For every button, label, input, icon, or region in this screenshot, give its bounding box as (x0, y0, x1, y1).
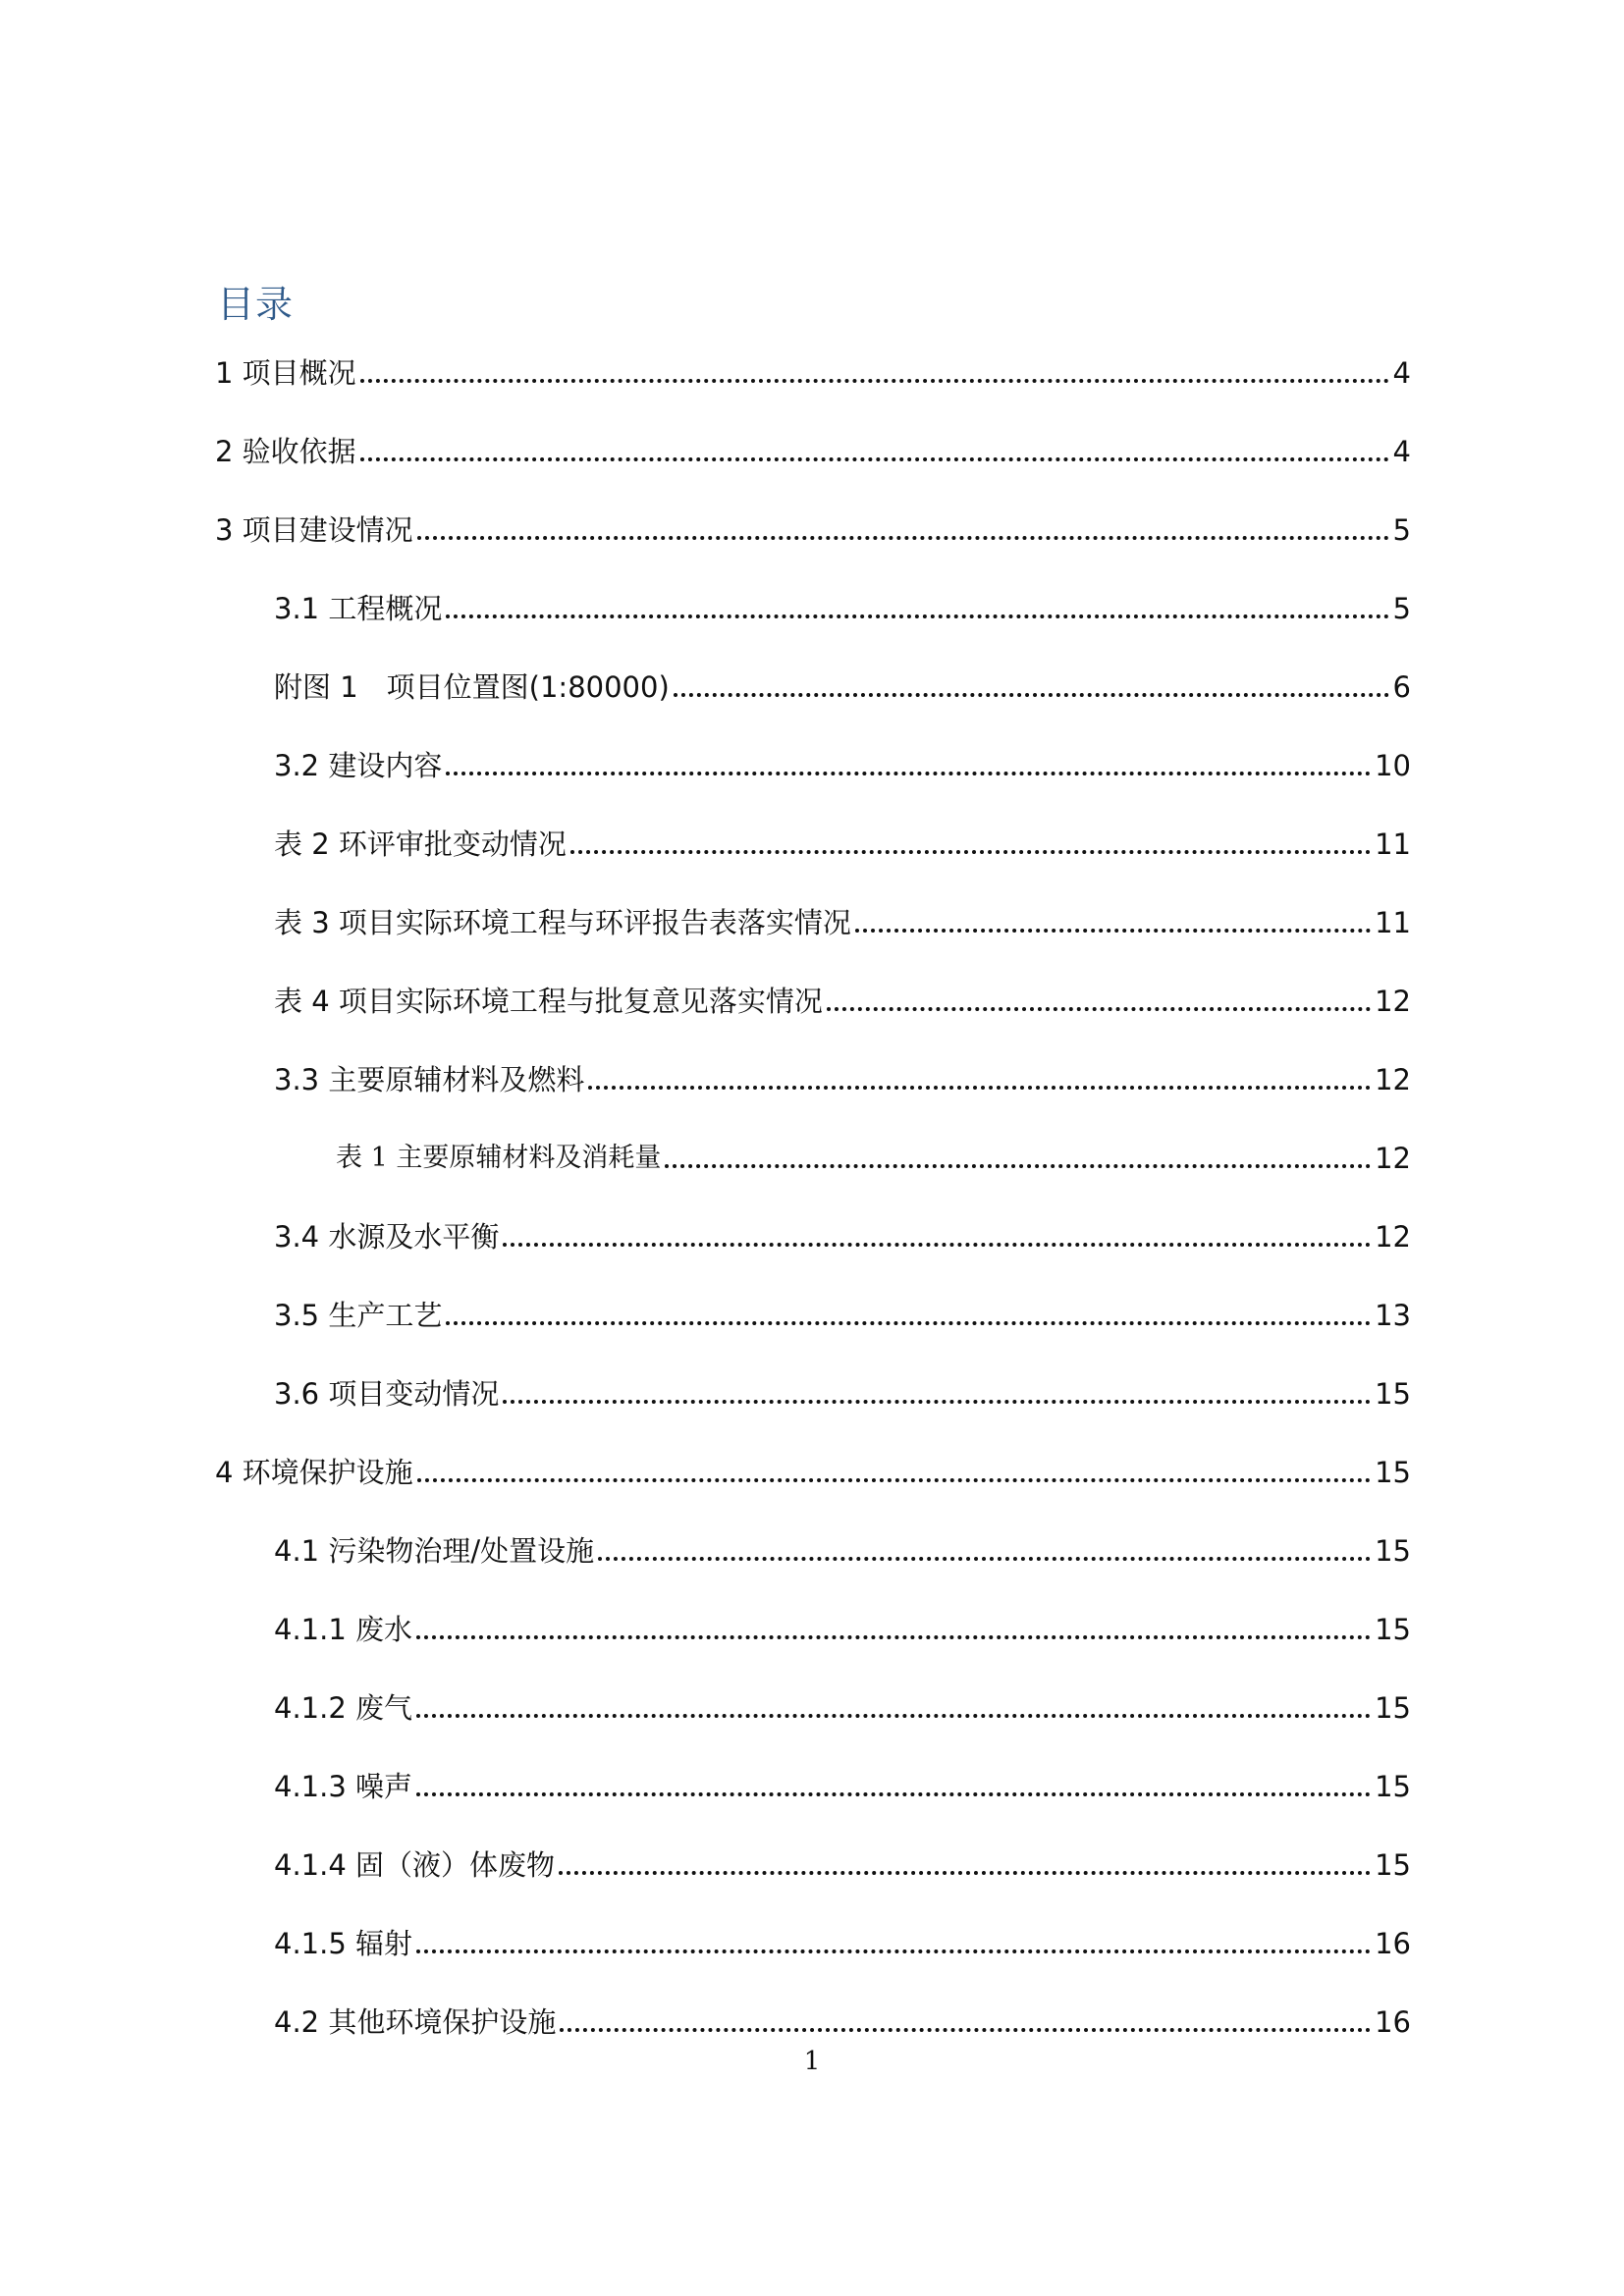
toc-entry-label: 3.4 水源及水平衡 (274, 1220, 500, 1254)
toc-entry-page: 6 (1392, 670, 1411, 704)
toc-entry-label: 表 3 项目实际环境工程与环评报告表落实情况 (274, 906, 851, 939)
toc-entry-page: 15 (1375, 1770, 1411, 1803)
toc-entry[interactable] (274, 978, 1411, 1021)
toc-entry[interactable] (274, 1213, 1411, 1256)
dot-leader (674, 693, 1389, 697)
toc-entry-page: 16 (1375, 1927, 1411, 1960)
toc-entry[interactable] (274, 1606, 1411, 1649)
dot-leader (503, 1400, 1371, 1404)
toc-entry-label: 4.1.2 废气 (274, 1691, 413, 1725)
toc-entry-label: 表 2 环评审批变动情况 (274, 828, 567, 861)
dot-leader (417, 536, 1389, 540)
toc-entry-label: 1 项目概况 (215, 356, 356, 390)
toc-entry[interactable] (215, 349, 1411, 393)
toc-entry-label: 4.2 其他环境保护设施 (274, 2005, 557, 2039)
toc-entry-page: 12 (1375, 1142, 1411, 1175)
dot-leader (416, 1949, 1371, 1953)
toc-entry[interactable] (274, 1999, 1411, 2042)
toc-entry-label: 4 环境保护设施 (215, 1456, 413, 1489)
dot-leader (559, 1871, 1371, 1875)
footer-page-number: 1 (803, 2047, 821, 2076)
dot-leader (360, 379, 1389, 383)
toc-entry-page: 15 (1375, 1848, 1411, 1882)
toc-entry-page: 15 (1375, 1691, 1411, 1725)
toc-entry-label: 3.2 建设内容 (274, 749, 443, 782)
toc-entry-page: 13 (1375, 1299, 1411, 1332)
toc-entry[interactable] (215, 428, 1411, 471)
toc-entry-label: 2 验收依据 (215, 435, 356, 468)
toc-entry-label: 4.1.4 固（液）体废物 (274, 1848, 556, 1882)
toc-entry-page: 5 (1392, 513, 1411, 547)
dot-leader (855, 929, 1371, 933)
toc-entry[interactable] (215, 1449, 1411, 1492)
toc-entry-label: 附图 1 项目位置图(1:80000) (274, 670, 670, 704)
toc-entry-label: 3.5 生产工艺 (274, 1299, 443, 1332)
dot-leader (598, 1557, 1371, 1561)
toc-entry[interactable] (274, 899, 1411, 942)
toc-entry-label: 4.1.3 噪声 (274, 1770, 413, 1803)
dot-leader (446, 1321, 1371, 1325)
dot-leader (446, 614, 1388, 618)
dot-leader (827, 1007, 1371, 1011)
toc-entry[interactable] (274, 1842, 1411, 1885)
toc-entry-page: 12 (1375, 1220, 1411, 1254)
toc-entry[interactable] (274, 1763, 1411, 1806)
toc-title: 目录 (217, 283, 295, 326)
dot-leader (503, 1243, 1371, 1247)
dot-leader (417, 1478, 1371, 1482)
toc-entry-label: 4.1 污染物治理/处置设施 (274, 1534, 595, 1568)
toc-entry[interactable] (274, 821, 1411, 864)
dot-leader (560, 2028, 1371, 2032)
toc-entry-page: 12 (1375, 985, 1411, 1018)
toc-entry[interactable] (336, 1135, 1411, 1178)
toc-entry[interactable] (274, 1920, 1411, 1963)
toc-entry-label: 3.3 主要原辅材料及燃料 (274, 1063, 585, 1096)
toc-entry-label: 3.6 项目变动情况 (274, 1377, 500, 1411)
toc-entry-page: 4 (1392, 435, 1411, 468)
toc-entry[interactable] (274, 664, 1411, 707)
dot-leader (588, 1086, 1371, 1090)
toc-entry-label: 4.1.1 废水 (274, 1613, 413, 1646)
toc-entry[interactable] (215, 507, 1411, 550)
toc-entry-page: 16 (1375, 2005, 1411, 2039)
toc-entry-page: 11 (1375, 906, 1411, 939)
toc-entry-page: 11 (1375, 828, 1411, 861)
toc-entry[interactable] (274, 742, 1411, 785)
toc-entry-label: 3.1 工程概况 (274, 592, 443, 625)
toc-entry-page: 4 (1392, 356, 1411, 390)
toc-entry[interactable] (274, 1370, 1411, 1414)
toc-entry[interactable] (274, 1684, 1411, 1728)
toc-entry[interactable] (274, 1527, 1411, 1571)
toc-entry-label: 3 项目建设情况 (215, 513, 413, 547)
dot-leader (570, 850, 1371, 854)
dot-leader (416, 1714, 1371, 1718)
toc-entry-page: 15 (1375, 1377, 1411, 1411)
toc-entry[interactable] (274, 1292, 1411, 1335)
toc-entry[interactable] (274, 1056, 1411, 1099)
dot-leader (360, 457, 1389, 461)
toc-entry-page: 15 (1375, 1613, 1411, 1646)
toc-entry-label: 4.1.5 辐射 (274, 1927, 413, 1960)
dot-leader (416, 1635, 1371, 1639)
dot-leader (416, 1792, 1371, 1796)
dot-leader (446, 772, 1371, 775)
toc-entry[interactable] (274, 585, 1411, 628)
toc-entry-label: 表 4 项目实际环境工程与批复意见落实情况 (274, 985, 823, 1018)
toc-entry-page: 15 (1375, 1534, 1411, 1568)
toc-entry-page: 5 (1392, 592, 1411, 625)
toc-entry-page: 12 (1375, 1063, 1411, 1096)
toc-entry-page: 10 (1375, 749, 1411, 782)
toc-entry-label: 表 1 主要原辅材料及消耗量 (336, 1143, 662, 1173)
dot-leader (665, 1164, 1371, 1168)
toc-entry-page: 15 (1375, 1456, 1411, 1489)
